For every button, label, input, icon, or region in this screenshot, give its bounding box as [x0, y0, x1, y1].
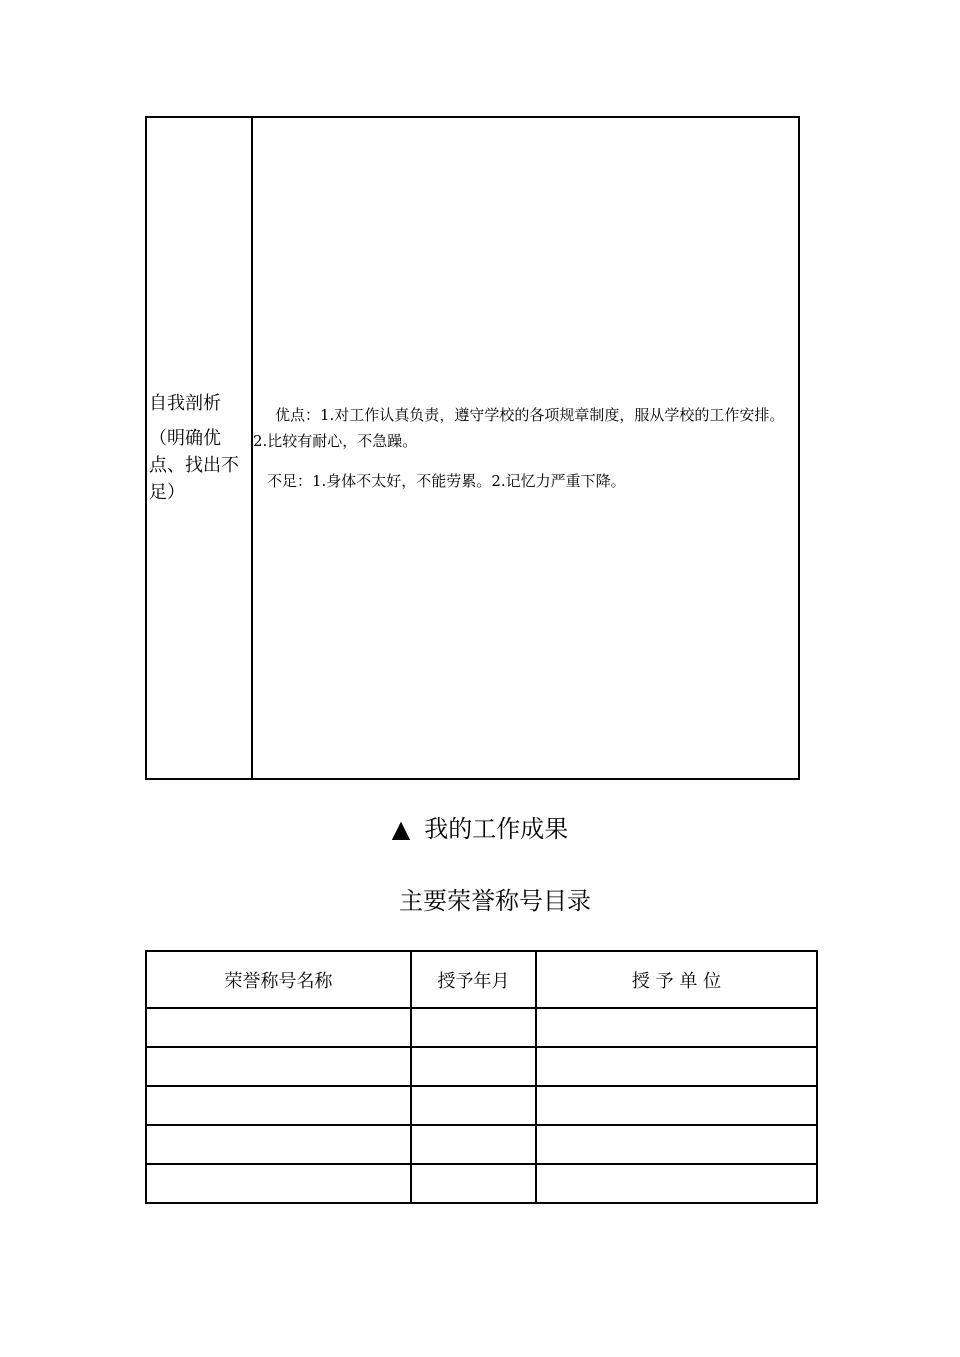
awarding-unit-cell [536, 1086, 817, 1125]
award-date-cell [411, 1164, 536, 1203]
column-header-award-date: 授予年月 [411, 951, 536, 1008]
self-analysis-row [146, 117, 799, 779]
awarding-unit-cell [536, 1008, 817, 1047]
self-analysis-table [145, 116, 800, 780]
self-analysis-label-cell [146, 117, 252, 779]
section-heading [0, 811, 960, 847]
table-row [146, 1047, 817, 1086]
column-header-awarding-unit: 授 予 单 位 [536, 951, 817, 1008]
awarding-unit-cell [536, 1125, 817, 1164]
honor-name-cell [146, 1164, 411, 1203]
honor-name-cell [146, 1086, 411, 1125]
honors-title: 主要荣誉称号目录 [399, 887, 591, 915]
honor-name-cell [146, 1008, 411, 1047]
honor-name-cell [146, 1125, 411, 1164]
table-row [146, 1125, 817, 1164]
table-row [146, 1086, 817, 1125]
honor-name-cell [146, 1047, 411, 1086]
column-header-honor-name: 荣誉称号名称 [146, 951, 411, 1008]
strengths-text: 优点：1.对工作认真负责，遵守学校的各项规章制度，服从学校的工作安排。2.比较有耐心，不急躁。 [253, 406, 785, 450]
award-date-cell [411, 1047, 536, 1086]
award-date-cell [411, 1125, 536, 1164]
award-date-cell [411, 1008, 536, 1047]
honors-table [145, 950, 818, 1204]
weaknesses-text: 不足：1.身体不太好，不能劳累。2.记忆力严重下降。 [267, 472, 626, 490]
self-analysis-content-cell [252, 117, 799, 779]
table-row [146, 1164, 817, 1203]
table-row [146, 1008, 817, 1047]
award-date-cell [411, 1086, 536, 1125]
self-analysis-label: 自我剖析 [149, 393, 221, 414]
awarding-unit-cell [536, 1164, 817, 1203]
triangle-up-icon: ▲ [391, 815, 411, 843]
awarding-unit-cell [536, 1047, 817, 1086]
section-heading-text: 我的工作成果 [424, 815, 569, 843]
honors-header-row [146, 951, 817, 1008]
self-analysis-sublabel: （明确优点、找出不足） [149, 428, 239, 503]
